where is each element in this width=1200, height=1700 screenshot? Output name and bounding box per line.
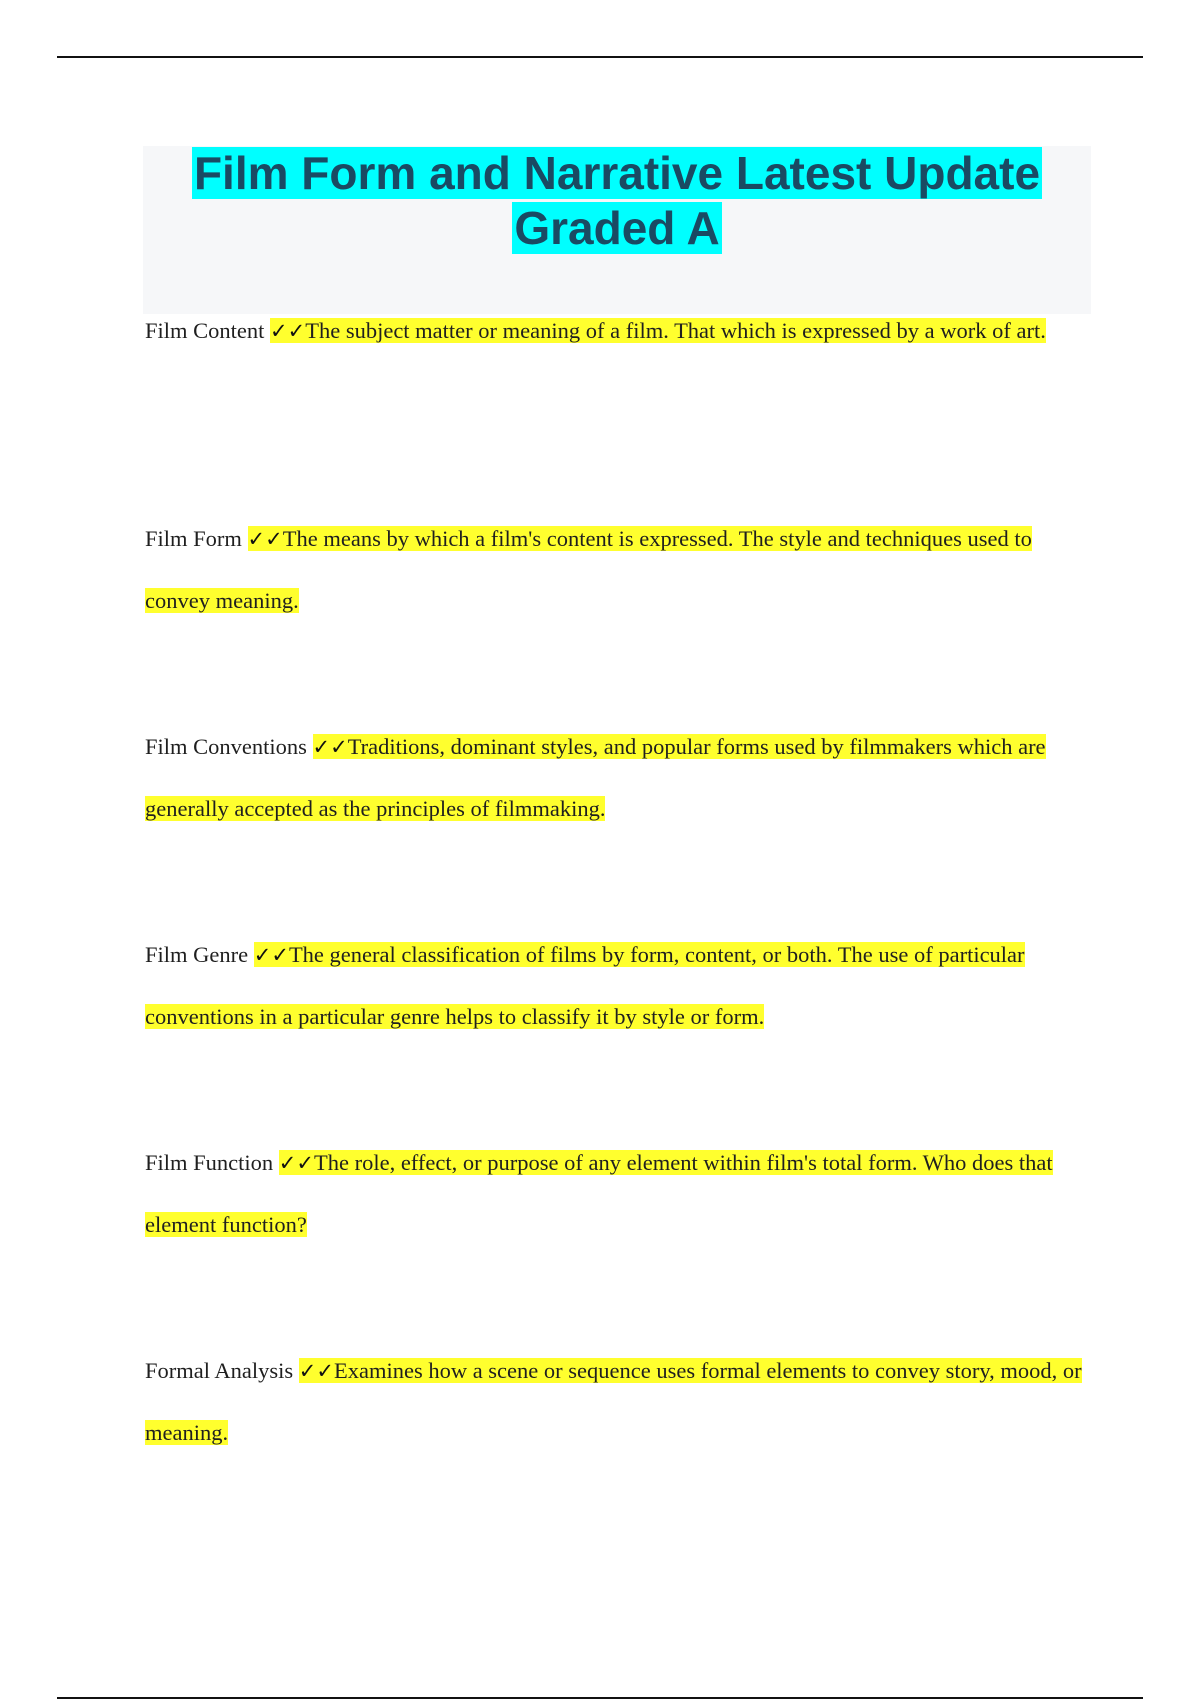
entry-definition: The means by which a film's content is expressed. The style and techniques used to convey meaning. xyxy=(145,526,1032,613)
entry-term: Film Genre xyxy=(145,942,249,967)
entry-definition: The role, effect, or purpose of any element within film's total form. Who does that element function? xyxy=(145,1150,1053,1237)
entry-term: Film Conventions xyxy=(145,734,307,759)
double-check-icon: ✓✓ xyxy=(270,319,306,343)
entry-term: Formal Analysis xyxy=(145,1358,294,1383)
document-title xyxy=(143,146,1091,256)
entry-film-genre xyxy=(145,924,1085,1047)
entry-film-conventions xyxy=(145,716,1085,839)
entry-formal-analysis xyxy=(145,1340,1085,1463)
entry-definition: Examines how a scene or sequence uses formal elements to convey story, mood, or meaning. xyxy=(145,1358,1082,1445)
top-rule xyxy=(57,56,1143,58)
entry-term: Film Function xyxy=(145,1150,274,1175)
entry-definition: The general classification of films by form, content, or both. The use of particular conventions in a particular genre helps to classify it by style or form. xyxy=(145,942,1025,1029)
entry-definition-highlight xyxy=(270,318,1046,343)
entry-definition: The subject matter or meaning of a film. That which is expressed by a work of art. xyxy=(305,318,1046,343)
entry-film-function xyxy=(145,1132,1085,1255)
double-check-icon: ✓✓ xyxy=(278,1151,314,1175)
entry-film-content xyxy=(145,300,1085,362)
entry-term: Film Form xyxy=(145,526,242,551)
entry-definition-highlight xyxy=(145,526,1032,613)
double-check-icon: ✓✓ xyxy=(298,1359,334,1383)
entry-term: Film Content xyxy=(145,318,265,343)
double-check-icon: ✓✓ xyxy=(312,735,348,759)
entry-definition-highlight xyxy=(145,1150,1053,1237)
title-highlight: Film Form and Narrative Latest Update Graded A xyxy=(193,147,1041,254)
double-check-icon: ✓✓ xyxy=(247,527,283,551)
entry-film-form xyxy=(145,508,1085,631)
title-box xyxy=(143,146,1091,314)
bottom-rule xyxy=(57,1697,1143,1699)
double-check-icon: ✓✓ xyxy=(253,943,289,967)
entry-definition-highlight xyxy=(145,942,1025,1029)
entry-definition: Traditions, dominant styles, and popular forms used by filmmakers which are generally accepted as the principles of filmmaking. xyxy=(145,734,1046,821)
